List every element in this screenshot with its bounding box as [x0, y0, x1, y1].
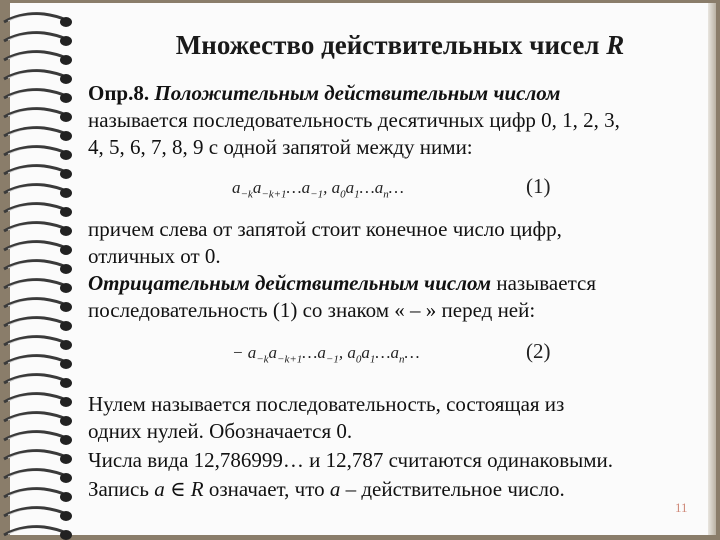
- spiral-binding-decoration: [0, 0, 80, 540]
- line11-set: R: [190, 477, 204, 501]
- spiral-wire: [4, 147, 66, 155]
- line11-part-c: – действительное число.: [340, 477, 565, 501]
- spiral-wire: [4, 299, 66, 307]
- spiral-wire: [4, 489, 66, 497]
- spiral-wire: [4, 470, 66, 478]
- line11-part-b: означает, что: [203, 477, 330, 501]
- equation-number-2: (2): [526, 339, 551, 363]
- spiral-wire: [4, 128, 66, 136]
- text-line-8: Нулем называется последовательность, состоящая из: [88, 392, 565, 416]
- definition-term: Положительным действительным числом: [154, 81, 561, 105]
- spiral-hole: [60, 112, 72, 122]
- text-line-11: [88, 476, 565, 503]
- spiral-hole: [60, 169, 72, 179]
- spiral-hole: [60, 131, 72, 141]
- title-text: Множество действительных чисел: [175, 30, 600, 60]
- spiral-wire: [4, 90, 66, 98]
- spiral-wire: [4, 318, 66, 326]
- spiral-hole: [60, 321, 72, 331]
- spiral-hole: [60, 264, 72, 274]
- spiral-hole: [60, 17, 72, 27]
- spiral-wire: [4, 280, 66, 288]
- spiral-hole: [60, 93, 72, 103]
- spiral-wire: [4, 527, 66, 535]
- spiral-hole: [60, 188, 72, 198]
- title-symbol: R: [606, 30, 625, 60]
- text-line-5: отличных от 0.: [88, 244, 221, 268]
- formula-2: − $a_{-k}a_{-k+1}\dots a_{-1}$, $a_0a_1\dots a_n\dots$: [232, 343, 420, 366]
- spiral-hole: [60, 378, 72, 388]
- spiral-wire: [4, 185, 66, 193]
- negative-rest: называется: [491, 271, 596, 295]
- spiral-hole: [60, 245, 72, 255]
- spiral-hole: [60, 530, 72, 540]
- spiral-hole: [60, 397, 72, 407]
- definition-line-2: называется последовательность десятичных цифр 0, 1, 2, 3,: [88, 108, 620, 132]
- spiral-wire: [4, 71, 66, 79]
- spiral-wire: [4, 109, 66, 117]
- text-line-10: Числа вида 12,786999… и 12,787 считаются одинаковыми.: [88, 448, 613, 472]
- line11-in: ∈: [164, 477, 191, 501]
- spiral-wire: [4, 337, 66, 345]
- spiral-wire: [4, 33, 66, 41]
- definition-line-1: [88, 80, 560, 107]
- slide-title: [100, 30, 700, 61]
- spiral-hole: [60, 283, 72, 293]
- spiral-hole: [60, 473, 72, 483]
- line11-part-a: Запись: [88, 477, 155, 501]
- negative-term: Отрицательным действительным числом: [88, 271, 492, 295]
- spiral-hole: [60, 416, 72, 426]
- text-line-9: одних нулей. Обозначается 0.: [88, 419, 353, 443]
- spiral-hole: [60, 492, 72, 502]
- spiral-hole: [60, 74, 72, 84]
- spiral-wire: [4, 223, 66, 231]
- spiral-wire: [4, 394, 66, 402]
- spiral-wire: [4, 375, 66, 383]
- spiral-hole: [60, 359, 72, 369]
- spiral-hole: [60, 435, 72, 445]
- spiral-wire: [4, 204, 66, 212]
- spiral-hole: [60, 55, 72, 65]
- formula-1: $a_{-k}a_{-k+1}\dots a_{-1}$, $a_0a_1\dots a_n\dots$: [232, 178, 404, 201]
- equation-number-1: (1): [526, 174, 551, 198]
- spiral-wire: [4, 413, 66, 421]
- spiral-hole: [60, 511, 72, 521]
- page-number: 11: [675, 500, 688, 515]
- spiral-hole: [60, 340, 72, 350]
- line11-var2: a: [329, 477, 341, 501]
- spiral-wire: [4, 242, 66, 250]
- spiral-wire: [4, 508, 66, 516]
- slide-shadow: [708, 3, 716, 535]
- spiral-hole: [60, 36, 72, 46]
- text-line-4: причем слева от запятой стоит конечное число цифр,: [88, 217, 562, 241]
- spiral-wire: [4, 261, 66, 269]
- spiral-hole: [60, 302, 72, 312]
- spiral-wire: [4, 356, 66, 364]
- spiral-hole: [60, 454, 72, 464]
- negative-definition-line: [88, 270, 596, 297]
- spiral-hole: [60, 150, 72, 160]
- spiral-hole: [60, 207, 72, 217]
- line11-var: a: [154, 477, 165, 501]
- spiral-wire: [4, 432, 66, 440]
- spiral-wire: [4, 451, 66, 459]
- definition-line-3: 4, 5, 6, 7, 8, 9 с одной запятой между ними:: [88, 135, 473, 159]
- spiral-hole: [60, 226, 72, 236]
- spiral-wire: [4, 14, 66, 22]
- definition-label: Опр.8.: [88, 81, 150, 105]
- spiral-wire: [4, 166, 66, 174]
- spiral-wire: [4, 52, 66, 60]
- text-line-7: последовательность (1) со знаком « – » перед ней:: [88, 298, 536, 322]
